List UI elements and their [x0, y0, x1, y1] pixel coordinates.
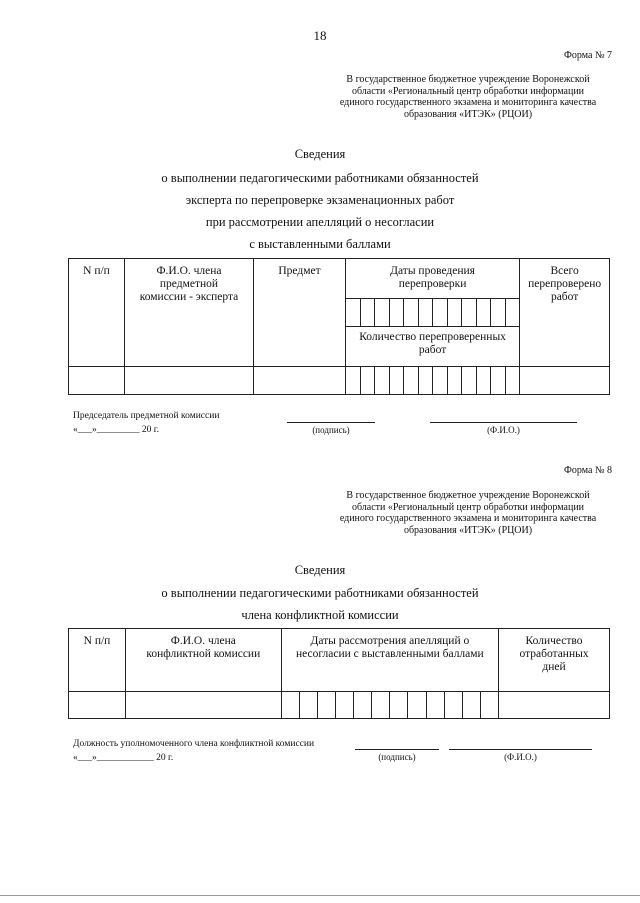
- form7-address-line: области «Региональный центр обработки информации: [351, 85, 585, 97]
- count-cell[interactable]: [418, 367, 433, 395]
- date-cell[interactable]: [480, 692, 498, 719]
- page-bottom-divider: [0, 895, 640, 896]
- form8-heading-title: Сведения: [294, 563, 346, 577]
- count-cell[interactable]: [462, 367, 477, 395]
- form7-fio-line[interactable]: [430, 422, 577, 423]
- form8-fio-caption: (Ф.И.О.): [504, 752, 537, 762]
- count-cell[interactable]: [346, 367, 361, 395]
- form8-address-line: единого государственного экзамена и мониторинга качества: [339, 513, 597, 524]
- form7-heading-line: эксперта по перепроверке экзаменационных работ: [185, 193, 455, 207]
- date-cell[interactable]: [390, 692, 408, 719]
- date-cell[interactable]: [447, 299, 462, 327]
- col-header-line: несогласии с выставленными баллами: [296, 648, 484, 660]
- form7-signature-line[interactable]: [287, 422, 375, 423]
- form8-date-line: «___»____________ 20 г.: [73, 753, 174, 763]
- form8-address-line: образования «ИТЭК» (РЦОИ): [403, 524, 533, 536]
- col-header-line: Всего: [550, 265, 579, 277]
- form8-signature-line[interactable]: [355, 749, 439, 750]
- form7-address: [318, 74, 618, 120]
- data-cell[interactable]: [520, 367, 610, 395]
- form7-address-line: В государственное бюджетное учреждение Воронежской: [346, 74, 590, 85]
- date-cell[interactable]: [462, 692, 480, 719]
- count-cell[interactable]: [375, 367, 390, 395]
- count-cell[interactable]: [505, 367, 520, 395]
- col-header-number: N п/п: [69, 629, 126, 692]
- form8-address-line: В государственное бюджетное учреждение Воронежской: [346, 490, 590, 501]
- form8-label: Форма № 8: [564, 465, 612, 476]
- form8-fio-line[interactable]: [449, 749, 592, 750]
- col-header-line: Даты проведения: [390, 265, 475, 277]
- data-cell[interactable]: [125, 367, 254, 395]
- page-number: 18: [313, 28, 327, 43]
- date-cell[interactable]: [433, 299, 448, 327]
- date-cell[interactable]: [491, 299, 506, 327]
- col-header-line: комиссии - эксперта: [139, 291, 239, 303]
- col-header-line: работ: [418, 344, 447, 356]
- count-cell[interactable]: [389, 367, 404, 395]
- data-cell[interactable]: [499, 692, 610, 719]
- col-header-subject: Предмет: [254, 259, 346, 367]
- col-header-line: перепроверено: [528, 278, 602, 290]
- col-header-line: дней: [542, 661, 566, 673]
- date-cell[interactable]: [360, 299, 375, 327]
- date-cell[interactable]: [346, 299, 361, 327]
- col-header-line: предметной: [159, 278, 219, 290]
- date-cell[interactable]: [418, 299, 433, 327]
- form7-signature-caption: (подпись): [312, 425, 350, 435]
- form7-heading-line: с выставленными баллами: [249, 237, 391, 251]
- count-cell[interactable]: [404, 367, 419, 395]
- col-header-line: конфликтной комиссии: [146, 648, 261, 660]
- date-cell[interactable]: [389, 299, 404, 327]
- form7-heading-line: при рассмотрении апелляций о несогласии: [205, 215, 435, 229]
- form7-table: [68, 258, 610, 395]
- col-header-line: Количество: [525, 635, 583, 647]
- data-cell[interactable]: [69, 692, 126, 719]
- form8-address: [318, 490, 618, 536]
- form7-heading-line: о выполнении педагогическими работниками обязанностей: [161, 171, 479, 185]
- date-cell[interactable]: [372, 692, 390, 719]
- date-cell[interactable]: [335, 692, 353, 719]
- form8-address-line: области «Региональный центр обработки информации: [351, 501, 585, 513]
- date-cell[interactable]: [404, 299, 419, 327]
- form7-date-line: «___»_________ 20 г.: [73, 425, 159, 435]
- form8-heading-line: о выполнении педагогическими работниками обязанностей: [161, 586, 479, 600]
- form7-fio-caption: (Ф.И.О.): [487, 425, 520, 435]
- col-header-check-dates: [346, 259, 520, 299]
- date-cell[interactable]: [444, 692, 462, 719]
- data-cell[interactable]: [254, 367, 346, 395]
- data-cell[interactable]: [125, 692, 281, 719]
- col-header-line: Количество перепроверенных: [359, 331, 506, 343]
- data-cell[interactable]: [69, 367, 125, 395]
- date-cell[interactable]: [354, 692, 372, 719]
- form7-chairman-label: Председатель предметной комиссии: [73, 411, 220, 421]
- date-cell[interactable]: [375, 299, 390, 327]
- count-cell[interactable]: [360, 367, 375, 395]
- date-cell[interactable]: [505, 299, 520, 327]
- col-header-line: Ф.И.О. члена: [170, 635, 236, 647]
- col-header-line: Даты рассмотрения апелляций о: [310, 635, 470, 647]
- date-cell[interactable]: [281, 692, 299, 719]
- form7-heading-title: Сведения: [294, 147, 346, 161]
- date-cell[interactable]: [462, 299, 477, 327]
- col-header-line: Ф.И.О. члена: [156, 265, 222, 277]
- col-header-total-checked: [520, 259, 610, 367]
- date-cell[interactable]: [317, 692, 335, 719]
- count-cell[interactable]: [476, 367, 491, 395]
- col-header-line: перепроверки: [398, 278, 467, 290]
- form7-label: Форма № 7: [564, 50, 612, 61]
- form8-official-label: Должность уполномоченного члена конфликтной комиссии: [73, 739, 315, 749]
- col-header-days-worked: [499, 629, 610, 692]
- col-header-expert-name: [125, 259, 254, 367]
- col-header-line: работ: [550, 291, 579, 303]
- form8-table: [68, 628, 610, 719]
- date-cell[interactable]: [476, 299, 491, 327]
- date-cell[interactable]: [299, 692, 317, 719]
- form8-signature-caption: (подпись): [378, 752, 416, 762]
- date-cell[interactable]: [408, 692, 426, 719]
- col-header-line: отработанных: [519, 648, 589, 660]
- col-header-member-name: [125, 629, 281, 692]
- col-header-checked-count: [346, 327, 520, 367]
- date-cell[interactable]: [426, 692, 444, 719]
- form7-address-line: единого государственного экзамена и мониторинга качества: [339, 97, 597, 108]
- form8-heading-line: члена конфликтной комиссии: [241, 608, 399, 622]
- count-cell[interactable]: [447, 367, 462, 395]
- form7-address-line: образования «ИТЭК» (РЦОИ): [403, 108, 533, 120]
- count-cell[interactable]: [433, 367, 448, 395]
- count-cell[interactable]: [491, 367, 506, 395]
- col-header-appeal-dates: [281, 629, 498, 692]
- col-header-number: N п/п: [69, 259, 125, 367]
